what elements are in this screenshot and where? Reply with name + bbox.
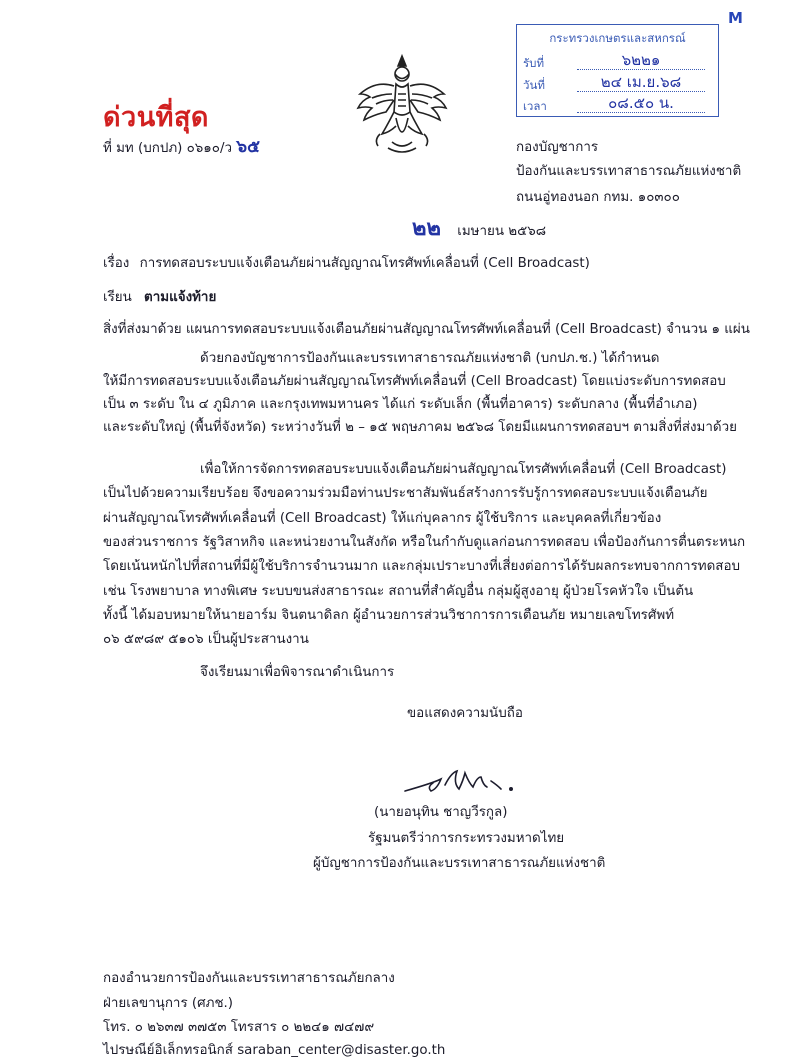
document-number-label: ที่ มท (บกปภ) ๐๖๑๐/ว	[103, 141, 233, 156]
footer-division: กองอำนวยการป้องกันและบรรเทาสาธารณภัยกลาง	[103, 971, 395, 986]
stamp-date-label: วันที่	[523, 78, 545, 92]
paragraph2-line: เป็นไปด้วยความเรียบร้อย จึงขอความร่วมมือท่านประชาสัมพันธ์สร้างการรับรู้การทดสอบระบบแจ้งเตือนภัย	[103, 486, 708, 501]
recipient-label: เรียน	[103, 290, 132, 305]
document-number	[103, 138, 260, 158]
stamp-time-label: เวลา	[523, 99, 547, 113]
recipient-line	[103, 289, 216, 307]
paragraph2-line: ทั้งนี้ ได้มอบหมายให้นายอาร์ม จินตนาดิลก ผู้อำนวยการส่วนวิชาการการเตือนภัย หมายเลขโทรศัพท์	[103, 608, 675, 623]
subject-text: การทดสอบระบบแจ้งเตือนภัยผ่านสัญญาณโทรศัพท์เคลื่อนที่ (Cell Broadcast)	[139, 256, 590, 271]
corner-mark: M	[728, 9, 743, 27]
paragraph2-line: เช่น โรงพยาบาล ทางพิเศษ ระบบขนส่งสาธารณะ สถานที่สำคัญอื่น กลุ่มผู้สูงอายุ ผู้ป่วยโรคหัวใจ เป็นต้น	[103, 584, 694, 599]
garuda-emblem-icon	[352, 50, 452, 158]
stamp-time-value: ๐๘.๕๐ น.	[577, 94, 705, 113]
paragraph1-line: และระดับใหญ่ (พื้นที่จังหวัด) ระหว่างวันที่ ๒ – ๑๕ พฤษภาคม ๒๕๖๘ โดยมีแผนการทดสอบฯ ตามสิ่งที่ส่งมาด้วย	[103, 420, 737, 435]
footer-phone: โทร. ๐ ๒๖๓๗ ๓๗๕๓ โทรสาร ๐ ๒๒๔๑ ๗๔๗๙	[103, 1020, 375, 1035]
signer-title-1: รัฐมนตรีว่าการกระทรวงมหาดไทย	[368, 831, 565, 846]
stamp-received-label: รับที่	[523, 56, 545, 70]
received-stamp	[516, 24, 719, 117]
sender-line-3: ถนนอู่ทองนอก กทม. ๑๐๓๐๐	[516, 190, 680, 205]
paragraph2-line: โดยเน้นหนักไปที่สถานที่มีผู้ใช้บริการจำนวนมาก และกลุ่มเปราะบางที่เสี่ยงต่อการได้รับผลกระทบจากการทดสอบ	[103, 559, 741, 574]
sender-line-2: ป้องกันและบรรเทาสาธารณภัยแห่งชาติ	[516, 164, 742, 179]
date-day-handwritten: ๒๒	[412, 216, 442, 241]
paragraph2-line: ของส่วนราชการ รัฐวิสาหกิจ และหน่วยงานในสังกัด หรือในกำกับดูแลก่อนการทดสอบ เพื่อป้องกันการตื่นตระหนก	[103, 535, 746, 550]
closing-request: จึงเรียนมาเพื่อพิจารณาดำเนินการ	[200, 665, 395, 680]
document-number-handwritten: ๖๕	[236, 137, 260, 157]
urgency-label: ด่วนที่สุด	[103, 102, 209, 133]
stamp-ministry: กระทรวงเกษตรและสหกรณ์	[549, 31, 686, 45]
paragraph1-line: เป็น ๓ ระดับ ใน ๔ ภูมิภาค และกรุงเทพมหานคร ได้แก่ ระดับเล็ก (พื้นที่อาคาร) ระดับกลาง (พื้นที่อำเภอ)	[103, 397, 698, 412]
footer-email: ไปรษณีย์อิเล็กทรอนิกส์ saraban_center@disaster.go.th	[103, 1043, 446, 1058]
handwritten-signature	[403, 763, 523, 803]
letter-date	[412, 216, 547, 241]
subject-label: เรื่อง	[103, 256, 130, 271]
paragraph2-line: ผ่านสัญญาณโทรศัพท์เคลื่อนที่ (Cell Broadcast) ให้แก่บุคลากร ผู้ใช้บริการ และบุคคลที่เกี่ยวข้อง	[103, 511, 662, 526]
subject-line	[103, 255, 590, 273]
paragraph2-line: ๐๖ ๕๙๘๙ ๕๑๐๖ เป็นผู้ประสานงาน	[103, 632, 309, 647]
stamp-received-value: ๖๒๒๑	[577, 51, 705, 70]
paragraph1-line: ให้มีการทดสอบระบบแจ้งเตือนภัยผ่านสัญญาณโทรศัพท์เคลื่อนที่ (Cell Broadcast) โดยแบ่งระดับการทดสอบ	[103, 374, 726, 389]
salutation: ขอแสดงความนับถือ	[407, 706, 523, 721]
stamp-date-value: ๒๔ เม.ย.๖๘	[577, 73, 705, 92]
paragraph1-line: ด้วยกองบัญชาการป้องกันและบรรเทาสาธารณภัยแห่งชาติ (บกปภ.ช.) ได้กำหนด	[200, 351, 660, 366]
paragraph2-line: เพื่อให้การจัดการทดสอบระบบแจ้งเตือนภัยผ่านสัญญาณโทรศัพท์เคลื่อนที่ (Cell Broadcast)	[200, 462, 727, 477]
date-month-year: เมษายน ๒๕๖๘	[457, 224, 547, 239]
sender-line-1: กองบัญชาการ	[516, 140, 599, 155]
recipient-text: ตามแจ้งท้าย	[144, 290, 217, 305]
footer-section: ฝ่ายเลขานุการ (ศภช.)	[103, 996, 234, 1011]
signer-title-2: ผู้บัญชาการป้องกันและบรรเทาสาธารณภัยแห่งชาติ	[313, 856, 606, 871]
signer-name: (นายอนุทิน ชาญวีรกูล)	[374, 805, 508, 820]
enclosure-line: สิ่งที่ส่งมาด้วย แผนการทดสอบระบบแจ้งเตือนภัยผ่านสัญญาณโทรศัพท์เคลื่อนที่ (Cell Broadcast) จำนวน ๑ แผ่น	[103, 322, 750, 337]
